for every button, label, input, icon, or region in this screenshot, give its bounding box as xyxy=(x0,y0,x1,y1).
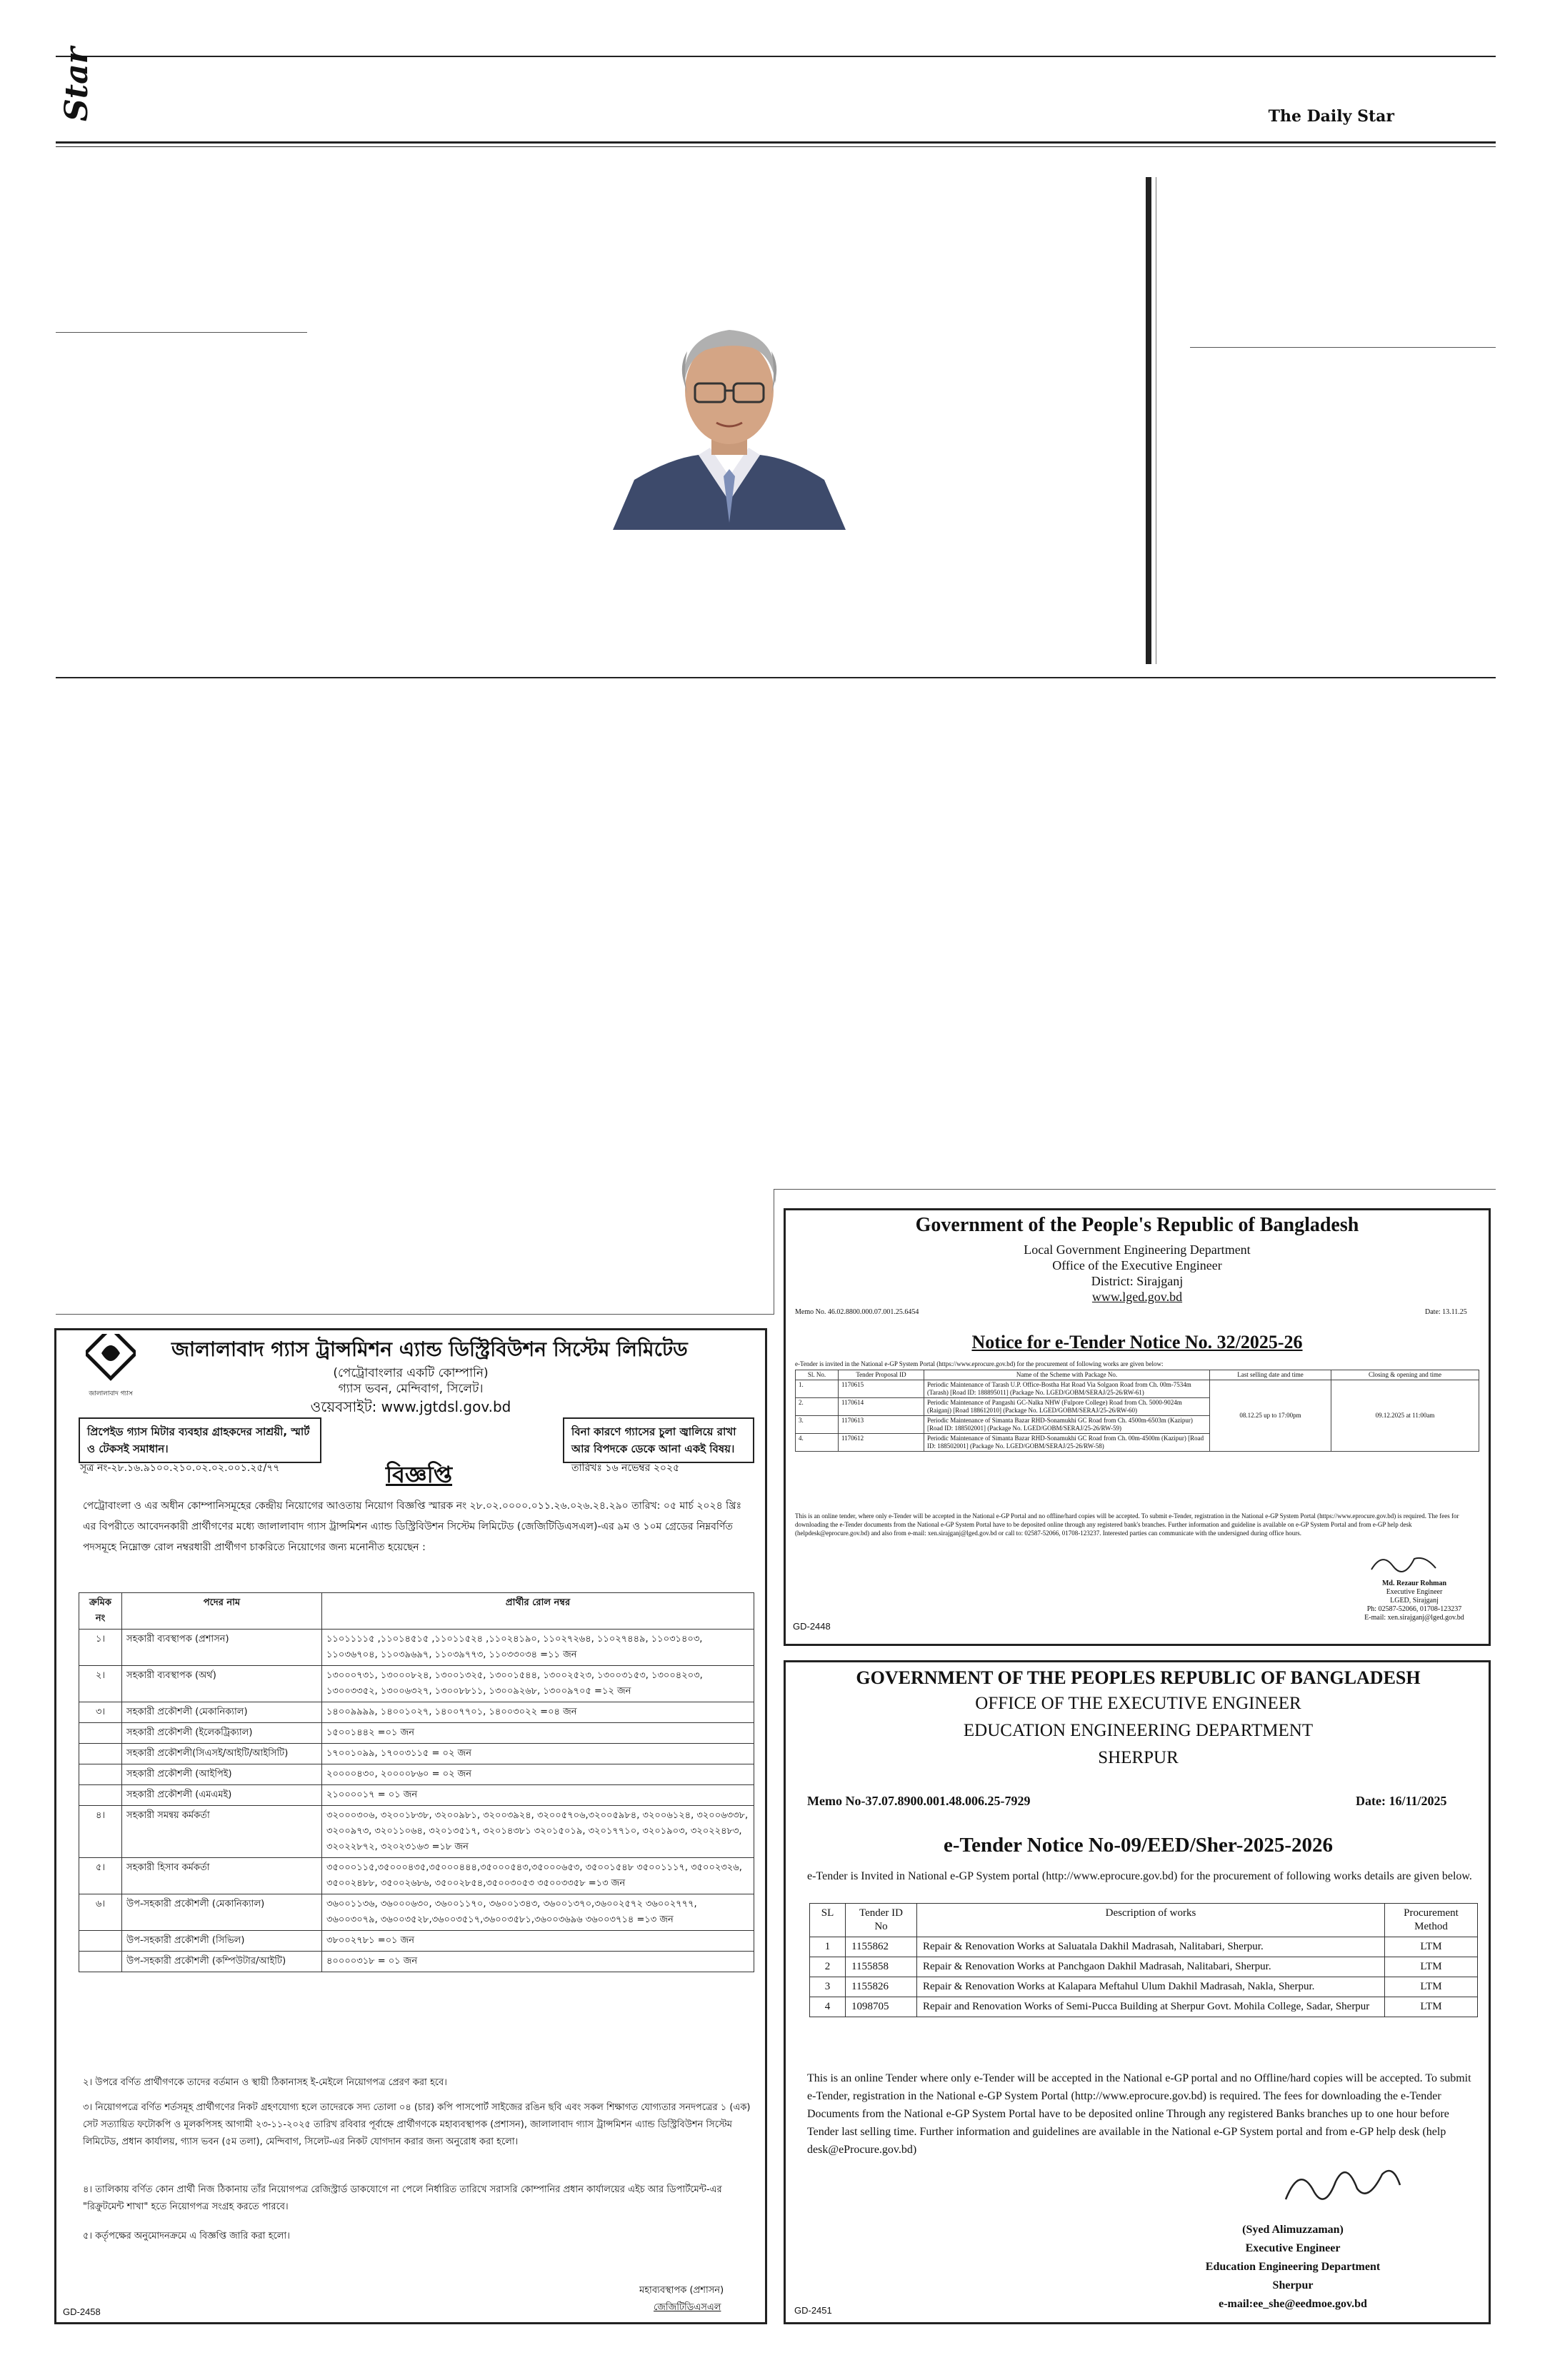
table-row xyxy=(79,1785,754,1806)
row-last-selling: 08.12.25 up to 17:00pm xyxy=(1210,1380,1331,1452)
row-rolls: ২০০০০৪৩০, ২০০০০৮৬০ = ০২ জন xyxy=(322,1764,754,1785)
row-rolls: ১৩০০০৭৩১, ১৩০০০৮২৪, ১৩০০১৩২৫, ১৩০০১৫৪৪, ১৩০০২৫২৩, ১৩০০৩১৫৩, ১৩০০৪২০৩, ১৩০০৩৩৫২, ১৩০০৬৩২৭, ১৩০০৮৮১১, ১৩০০৯২৬৮, ১৩০০৯৭০৫ =১২ জন xyxy=(322,1666,754,1702)
row-serial: 2. xyxy=(796,1398,839,1416)
lged-dept: Local Government Engineering Department xyxy=(1024,1242,1251,1257)
row-post: সহকারী ব্যবস্থাপক (অর্থ) xyxy=(122,1666,322,1702)
row-serial: 3 xyxy=(810,1977,846,1997)
row-rolls: ৩৮০০২৭৮১ =০১ জন xyxy=(322,1931,754,1952)
row-tender-id: 1155826 xyxy=(846,1977,917,1997)
table-row xyxy=(796,1380,1479,1398)
jgtdsl-memo: সূত্র নং-২৮.১৬.৯১০০.২১০.০২.০২.০০১.২৫/৭৭ xyxy=(80,1462,280,1474)
lged-tender-table xyxy=(795,1370,1479,1452)
row-serial xyxy=(79,1785,122,1806)
ads-frame-left-top xyxy=(56,1314,774,1315)
jgtdsl-selection-table xyxy=(79,1592,754,1972)
eed-sig-place: Sherpur xyxy=(1272,2279,1314,2291)
eed-intro: e-Tender is Invited in National e-GP System portal (http://www.eprocure.gov.bd) for the procurement of following works details are given below. xyxy=(807,1870,1472,1882)
lged-col-selling: Last selling date and time xyxy=(1210,1370,1331,1380)
row-rolls: ১৪০০৯৯৯৯, ১৪০০১০২৭, ১৪০০৭৭০১, ১৪০০৩০২২ =০৪ জন xyxy=(322,1702,754,1723)
lged-district: District: Sirajganj xyxy=(1091,1274,1184,1288)
portrait-illustration xyxy=(613,316,846,530)
eed-ad-code: GD-2451 xyxy=(794,2305,832,2316)
ads-frame-right-top xyxy=(774,1189,1496,1190)
row-serial: 1 xyxy=(810,1937,846,1957)
table-row xyxy=(79,1858,754,1894)
row-post: সহকারী ব্যবস্থাপক (প্রশাসন) xyxy=(122,1630,322,1666)
lged-intro: e-Tender is invited in the National e-GP System Portal (https://www.eprocure.gov.bd) for the procurement of following works are given below: xyxy=(795,1360,1164,1367)
row-serial xyxy=(79,1744,122,1764)
table-row xyxy=(810,1997,1478,2017)
row-tender-id: 1155862 xyxy=(846,1937,917,1957)
jgtdsl-address: গ্যাস ভবন, মেন্দিবাগ, সিলেট। xyxy=(338,1382,484,1396)
table-row xyxy=(810,1957,1478,1977)
eed-notice-title: e-Tender Notice No-09/EED/Sher-2025-2026 xyxy=(943,1834,1334,1857)
col-header-post: পদের নাম xyxy=(122,1593,322,1630)
row-closing: 09.12.2025 at 11:00am xyxy=(1331,1380,1479,1452)
lged-memo: Memo No. 46.02.8800.000.07.001.25.6454 xyxy=(795,1308,919,1316)
lged-title: Government of the People's Republic of Bangladesh xyxy=(915,1214,1359,1236)
svg-text:জালালাবাদ গ্যাস: জালালাবাদ গ্যাস xyxy=(89,1390,133,1397)
row-rolls: ৩৬০০১১৩৬, ৩৬০০০৬৩০, ৩৬০০১১৭০, ৩৬০০১৩৪৩, ৩৬০০১৩৭০,৩৬০০২৫৭২ ৩৬০০২৭৭৭, ৩৬০০৩০৭৯, ৩৬০০৩৫২৮,৩৬০০৩৫১৭,৩৬০০৩৫৮১,৩৬০০৩৬৯৬ ৩৬০০৩৭১৪ =১৩ জন xyxy=(322,1894,754,1931)
row-serial xyxy=(79,1931,122,1952)
row-method: LTM xyxy=(1385,1997,1478,2017)
row-scheme-name: Periodic Maintenance of Tarash U.P. Office-Bostha Hat Road Via Solgaon Road from Ch. 00m-7534m (Tarash) [Road ID: 188895011] (Package No. LGED/GOBM/SERAJ/25-26/RW-61) xyxy=(924,1380,1210,1398)
row-serial xyxy=(79,1952,122,1972)
eed-col-desc: Description of works xyxy=(917,1904,1385,1937)
jgtdsl-note-4: ৪। তালিকায় বর্ণিত কোন প্রার্থী নিজ ঠিকানায় তাঁর নিয়োগপত্র রেজিস্ট্রার্ড ডাকযোগে না পেলে নির্ধারিত তারিখে সরাসরি কোম্পানির প্রধান কার্যালয়ের এইচ আর ডিপার্টমেন্ট-এর "রিক্রুটমেন্ট শাখা" হতে নিয়োগপত্র সংগ্রহ করতে পারবে। xyxy=(83,2184,722,2212)
row-serial: ১। xyxy=(79,1630,122,1666)
lged-col-sl: Sl. No. xyxy=(796,1370,839,1380)
eed-col-method: Procurement Method xyxy=(1385,1904,1478,1937)
lged-sig-name: Md. Rezaur Rohman xyxy=(1381,1580,1447,1587)
jgtdsl-subtitle1: (পেট্রোবাংলার একটি কোম্পানি) xyxy=(333,1366,489,1380)
row-scheme-name: Periodic Maintenance of Simanta Bazar RHD-Sonamukhi GC Road from Ch. 00m-4500m (Kazipur) [Road ID: 188502001] (Package No. LGED/GOBM/SERAJ/25-26/RW-58) xyxy=(924,1434,1210,1452)
table-row xyxy=(79,1894,754,1931)
lged-sig-email[interactable]: E-mail: xen.sirajganj@lged.gov.bd xyxy=(1364,1614,1464,1622)
jgtdsl-signatory-org: জেজিটিডিএসএল xyxy=(654,2302,721,2313)
row-post: উপ-সহকারী প্রকৌশলী (কম্পিউটার/আইটি) xyxy=(122,1952,322,1972)
table-row xyxy=(810,1977,1478,1997)
eed-sig-email[interactable]: e-mail:ee_she@eedmoe.gov.bd xyxy=(1219,2298,1367,2310)
jgtdsl-ad-code: GD-2458 xyxy=(63,2306,101,2317)
eed-tender-table xyxy=(809,1903,1478,2017)
star-logo: Star xyxy=(59,47,95,121)
row-post: সহকারী প্রকৌশলী(সিএসই/আইটি/আইসিটি) xyxy=(122,1744,322,1764)
row-scheme-name: Periodic Maintenance of Pangashi GC-Nalka NHW (Fulpore College) Road from Ch. 5000-9024m (Raiganj) [Road 188612010] (Package No. LGED/GOBM/SERAJ/25-26/RW-60) xyxy=(924,1398,1210,1416)
row-tender-id: 1155858 xyxy=(846,1957,917,1977)
row-post: উপ-সহকারী প্রকৌশলী (সিভিল) xyxy=(122,1931,322,1952)
row-serial xyxy=(79,1723,122,1744)
row-post: সহকারী প্রকৌশলী (আইপিই) xyxy=(122,1764,322,1785)
row-tender-id: 1170614 xyxy=(839,1398,924,1416)
lged-signature-icon xyxy=(1368,1548,1439,1577)
eed-memo: Memo No-37.07.8900.001.48.006.25-7929 xyxy=(807,1794,1031,1808)
row-rolls: ৩২০০০৩০৬, ৩২০০১৮৩৮, ৩২০০৯৮১, ৩২০০৩৯২৪, ৩২০০৫৭০৬,৩২০০৫৯৮৪, ৩২০০৬১২৪, ৩২০০৬৩৩৮, ৩২০০৯৭৩, ৩২০১১০৬৪, ৩২০১৩৫১৭, ৩২০১৪৩৮১ ৩২০১৫০১৯, ৩২০১৭৭১০, ৩২০১৯০৩, ৩২০২২৪৮৩, ৩২০২২৮৭২, ৩২০২৩১৬৩ =১৮ জন xyxy=(322,1806,754,1858)
row-rolls: ১৫০০১৪৪২ =০১ জন xyxy=(322,1723,754,1744)
gas-safety-box: বিনা কারণে গ্যাসের চুলা জ্বালিয়ে রাখা আর বিপদকে ডেকে আনা একই বিষয়। xyxy=(563,1417,754,1463)
lged-col-closing: Closing & opening and time xyxy=(1331,1370,1479,1380)
table-row xyxy=(79,1630,754,1666)
table-row xyxy=(79,1806,754,1858)
byline-divider xyxy=(56,332,307,333)
jgtdsl-website[interactable]: ওয়েবসাইট: www.jgtdsl.gov.bd xyxy=(310,1398,511,1415)
row-description: Repair & Renovation Works at Saluatala Dakhil Madrasah, Nalitabari, Sherpur. xyxy=(917,1937,1385,1957)
prepaid-meter-box: প্রিপেইড গ্যাস মিটার ব্যবহার গ্রাহকদের সাশ্রয়ী, স্মার্ট ও টেকসই সমাধান। xyxy=(79,1417,321,1463)
jgtdsl-note-3: ৩। নিয়োগপত্রে বর্ণিত শর্তসমূহ প্রার্থীগণের নিকট গ্রহণযোগ্য হলে তাদেরকে সদ্য তোলা ০৪ (চার) কপি পাসপোর্ট সাইজের রঙিন ছবি এবং সকল শিক্ষাগত যোগ্যতার সনদপত্রের ১ (এক) সেট সত্যায়িত ফটোকপি ও মূলকপিসহ আগামী ২৩-১১-২০২৫ তারিখ রবিবার পূর্বাহ্নে প্রার্থীগণকে মহাব্যবস্থাপক (প্রশাসন), জালালাবাদ গ্যাস ট্রান্সমিশন এ্যান্ড ডিস্ট্রিবিউশন সিস্টেম লিমিটেড, প্রধান কার্যালয়, গ্যাস ভবন (৫ম তলা), মেন্দিবাগ, সিলেট-এর নিকট যোগদান করার জন্য অনুরোধ করা হলো। xyxy=(83,2102,751,2147)
lged-office: Office of the Executive Engineer xyxy=(1052,1258,1222,1272)
lged-footer: This is an online tender, where only e-Tender will be accepted in the National e-GP Portal and no offline/hard copies will be accepted. To submit e-Tender, registration in the National e-GP System Portal (https://www.eprocure.gov.bd) is required. The fees for downloading the e-Tender documents from the National e-GP System Portal have to be deposited online through any registered bank's branches. Further information and guideline is available on e-GP System Portal and from e-GP help desk (helpdesk@eprocure.gov.bd) and also from e-mail: xen.sirajganj@lged.gov.bd or call to: 02587-52066, 01708-123237. Interested parties can communicate with the undersigned during office hours. xyxy=(795,1512,1459,1537)
lged-sig-phone: Ph: 02587-52066, 01708-123237 xyxy=(1366,1605,1462,1613)
row-rolls: ২১০০০০১৭ = ০১ জন xyxy=(322,1785,754,1806)
row-serial: 1. xyxy=(796,1380,839,1398)
table-row xyxy=(79,1744,754,1764)
row-method: LTM xyxy=(1385,1937,1478,1957)
jgtdsl-note-2: ২। উপরে বর্ণিত প্রার্থীগণকে তাদের বর্তমান ও স্থায়ী ঠিকানাসহ ই-মেইলে নিয়োগপত্র প্রেরণ করা হবে। xyxy=(83,2077,447,2088)
masthead-rule xyxy=(56,141,1496,144)
row-rolls: ৪০০০০৩১৮ = ০১ জন xyxy=(322,1952,754,1972)
eed-signature-icon xyxy=(1279,2156,1407,2214)
row-serial: ৪। xyxy=(79,1806,122,1858)
row-post: সহকারী প্রকৌশলী (মেকানিক্যাল) xyxy=(122,1702,322,1723)
lged-sig-title: Executive Engineer xyxy=(1386,1588,1443,1596)
row-tender-id: 1170613 xyxy=(839,1416,924,1434)
table-row xyxy=(810,1937,1478,1957)
row-serial: 3. xyxy=(796,1416,839,1434)
masthead-rule-thin xyxy=(56,146,1496,147)
eed-office: OFFICE OF THE EXECUTIVE ENGINEER xyxy=(975,1694,1301,1713)
row-tender-id: 1170612 xyxy=(839,1434,924,1452)
eed-footer: This is an online Tender where only e-Tender will be accepted in the National e-GP portal and no Offline/hard copies will be accepted. To submit e-Tender, registration in the National e-GP System Portal (http://www.eprocure.gov.bd) is required. The fees for downloading the e-Tender Documents from the National e-GP System Portal have to be deposited online Through any registered Banks branches up to one hour before Tender last selling time. Further information and guidelines are available in the National e-GP System portal and from e-GP help desk (help desk@eProcure.gov.bd) xyxy=(807,2072,1471,2156)
row-serial: ৬। xyxy=(79,1894,122,1931)
row-post: সহকারী সমন্বয় কর্মকর্তা xyxy=(122,1806,322,1858)
lged-notice-title: Notice for e-Tender Notice No. 32/2025-26 xyxy=(971,1332,1303,1352)
row-rolls: ১১০১১১১৫ ,১১০১৪৫১৫ ,১১০১১৫২৪ ,১১০২৪১৯০, ১১০২৭২৬৪, ১১০২৭৪৪৯, ১১০৩১৪০৩, ১১০৩৬৭০৪, ১১০৩৯৬৯৭, ১১০৩৯৭৭৩, ১১০৩৩০৩৪ =১১ জন xyxy=(322,1630,754,1666)
eed-sig-block xyxy=(1186,2221,1400,2314)
row-serial: 4 xyxy=(810,1997,846,2017)
row-post: সহকারী প্রকৌশলী (এমএমই) xyxy=(122,1785,322,1806)
top-rule xyxy=(56,56,1496,57)
jgtdsl-signatory-title: মহাব্যবস্থাপক (প্রশাসন) xyxy=(639,2285,724,2296)
eed-district: SHERPUR xyxy=(1098,1748,1179,1767)
eed-sig-dept: Education Engineering Department xyxy=(1205,2261,1381,2273)
lged-ad-code: GD-2448 xyxy=(793,1621,831,1632)
row-rolls: ৩৫০০০১১৫,৩৫০০০৪৩৫,৩৫০০০৪৪৪,৩৫০০০৫৪৩,৩৫০০০৬৫৩, ৩৫০০১৫৪৮ ৩৫০০১১১৭, ৩৫০০২৩২৬, ৩৫০০২৪৮৮, ৩৫০০২৬৮৬, ৩৫০০২৮৫৪,৩৫০০৩০৫৩ ৩৫০০৩৩৫৮ =১৩ জন xyxy=(322,1858,754,1894)
eed-date: Date: 16/11/2025 xyxy=(1356,1794,1447,1808)
lged-date: Date: 13.11.25 xyxy=(1425,1308,1467,1316)
daily-star-logo: The Daily Star xyxy=(1268,107,1394,126)
table-row xyxy=(79,1952,754,1972)
lged-sig-office: LGED, Sirajganj xyxy=(1390,1597,1439,1605)
eed-sig-name: (Syed Alimuzzaman) xyxy=(1242,2224,1344,2236)
row-post: সহকারী প্রকৌশলী (ইলেকট্রিক্যাল) xyxy=(122,1723,322,1744)
row-description: Repair and Renovation Works of Semi-Pucca Building at Sherpur Govt. Mohila College, Sadar, Sherpur xyxy=(917,1997,1385,2017)
row-serial: ৩। xyxy=(79,1702,122,1723)
table-row xyxy=(79,1702,754,1723)
jgtdsl-company-name: জালালাবাদ গ্যাস ট্রান্সমিশন এ্যান্ড ডিস্ট্রিবিউশন সিস্টেম লিমিটেড xyxy=(171,1337,688,1361)
jgtdsl-intro: পেট্রোবাংলা ও এর অধীন কোম্পানিসমূহের কেন্দ্রীয় নিয়োগের আওতায় নিয়োগ বিজ্ঞপ্তি স্মারক নং ২৮.০২.০০০০.০১১.২৬.০২৬.২৪.২৯০ তারিখ: ০৫ মার্চ ২০২৪ খ্রিঃ এর বিপরীতে আবেদনকারী প্রার্থীগণের মধ্যে জালালাবাদ গ্যাস ট্রান্সমিশন এ্যান্ড ডিস্ট্রিবিউশন সিস্টেম লিমিটেড (জেজিটিডিএসএল)-এর ৯ম ও ১০ম গ্রেডের নিম্নবর্ণিত পদসমূহে নিম্নোক্ত রোল নম্বরধারী প্রার্থীগণ চাকরিতে নিয়োগের জন্য মনোনীত হয়েছেন : xyxy=(83,1500,742,1553)
eed-title: GOVERNMENT OF THE PEOPLES REPUBLIC OF BANGLADESH xyxy=(856,1667,1421,1688)
table-row xyxy=(79,1666,754,1702)
eed-col-sl: SL xyxy=(810,1904,846,1937)
row-description: Repair & Renovation Works at Kalapara Meftahul Ulum Dakhil Madrasah, Nakla, Sherpur. xyxy=(917,1977,1385,1997)
row-scheme-name: Periodic Maintenance of Simanta Bazar RHD-Sonamukhi GC Road from Ch. 4500m-6503m (Kazipur) [Road ID: 188502001] (Package No. LGED/GOBM/SERAJ/25-26/RW-59) xyxy=(924,1416,1210,1434)
jgtdsl-notice-title: বিজ্ঞপ্তি xyxy=(386,1461,453,1488)
row-method: LTM xyxy=(1385,1977,1478,1997)
jgtdsl-date: তারিখঃ ১৬ নভেম্বর ২০২৫ xyxy=(571,1462,680,1474)
row-method: LTM xyxy=(1385,1957,1478,1977)
row-rolls: ১৭০০১০৯৯, ১৭০০৩১১৫ = ০২ জন xyxy=(322,1744,754,1764)
jgtdsl-note-5: ৫। কর্তৃপক্ষের অনুমোদনক্রমে এ বিজ্ঞপ্তি জারি করা হলো। xyxy=(83,2231,290,2241)
row-serial: 2 xyxy=(810,1957,846,1977)
section-rule xyxy=(56,677,1496,678)
column-divider-thick xyxy=(1146,177,1151,664)
lged-sig-block xyxy=(1343,1580,1486,1622)
col-header-rolls: প্রার্থীর রোল নম্বর xyxy=(322,1593,754,1630)
eed-col-id: Tender ID No xyxy=(846,1904,917,1937)
row-serial: 4. xyxy=(796,1434,839,1452)
col-header-serial: ক্রমিক নং xyxy=(79,1593,122,1630)
row-serial xyxy=(79,1764,122,1785)
eed-sig-title: Executive Engineer xyxy=(1245,2242,1341,2254)
table-row xyxy=(79,1931,754,1952)
lged-website[interactable]: www.lged.gov.bd xyxy=(1091,1290,1183,1304)
lged-col-name: Name of the Scheme with Package No. xyxy=(924,1370,1210,1380)
sidebar-divider xyxy=(1190,347,1496,348)
row-serial: ২। xyxy=(79,1666,122,1702)
row-tender-id: 1170615 xyxy=(839,1380,924,1398)
eed-dept: EDUCATION ENGINEERING DEPARTMENT xyxy=(963,1721,1314,1740)
row-serial: ৫। xyxy=(79,1858,122,1894)
table-row xyxy=(79,1723,754,1744)
row-tender-id: 1098705 xyxy=(846,1997,917,2017)
table-row xyxy=(79,1764,754,1785)
row-description: Repair & Renovation Works at Panchgaon Dakhil Madrasah, Nalitabari, Sherpur. xyxy=(917,1957,1385,1977)
lged-col-id: Tender Proposal ID xyxy=(839,1370,924,1380)
row-post: সহকারী হিসাব কর্মকর্তা xyxy=(122,1858,322,1894)
row-post: উপ-সহকারী প্রকৌশলী (মেকানিক্যাল) xyxy=(122,1894,322,1931)
